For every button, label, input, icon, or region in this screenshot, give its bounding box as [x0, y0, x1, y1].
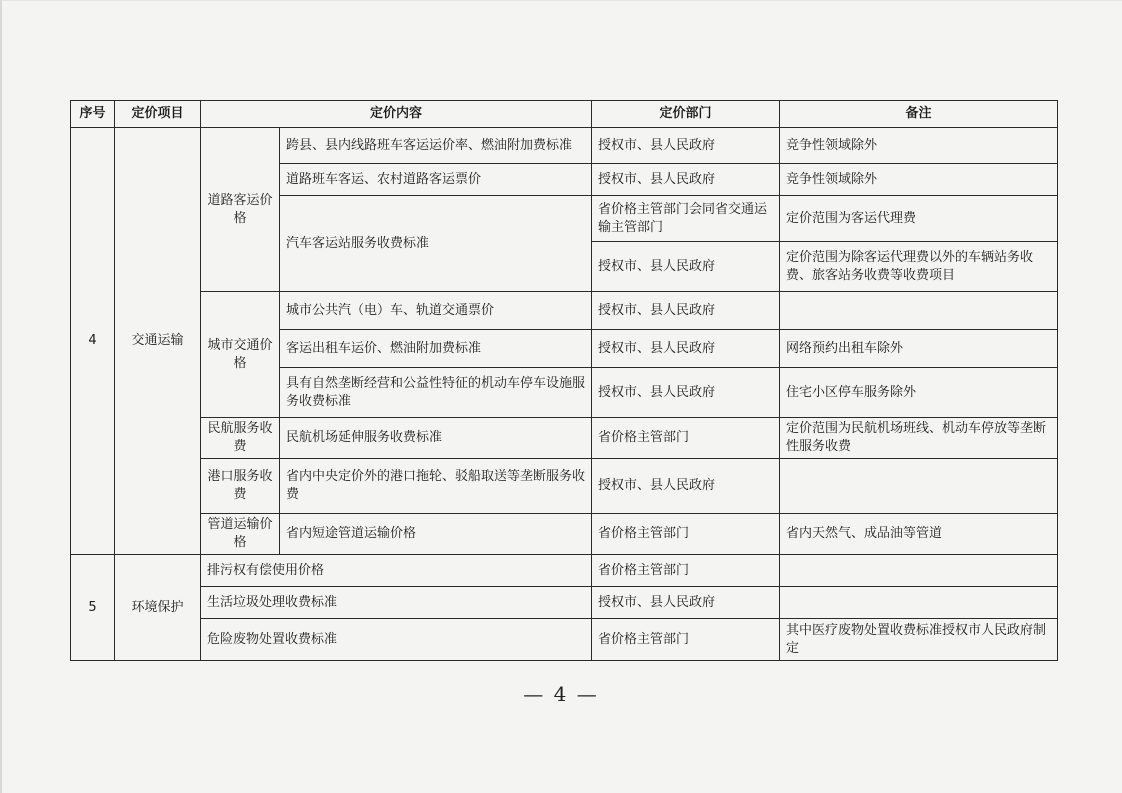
table-row [71, 292, 1058, 330]
content-cell: 道路班车客运、农村道路客运票价 [280, 164, 592, 196]
note-cell: 其中医疗废物处置收费标准授权市人民政府制定 [780, 619, 1058, 661]
table-row [71, 459, 1058, 514]
pricing-table [70, 100, 1058, 661]
note-cell: 定价范围为民航机场班线、机动车停放等垄断性服务收费 [780, 418, 1058, 459]
content-cell: 城市公共汽（电）车、轨道交通票价 [280, 292, 592, 330]
dept-cell: 授权市、县人民政府 [592, 330, 780, 368]
content-cell: 汽车客运站服务收费标准 [280, 196, 592, 292]
dept-cell: 授权市、县人民政府 [592, 587, 780, 619]
seq-env: 5 [71, 555, 115, 661]
content-cell: 省内中央定价外的港口拖轮、驳船取送等垄断服务收费 [280, 459, 592, 514]
note-cell [780, 292, 1058, 330]
dept-cell: 授权市、县人民政府 [592, 459, 780, 514]
table-row [71, 128, 1058, 164]
dept-cell: 授权市、县人民政府 [592, 292, 780, 330]
header-content: 定价内容 [201, 101, 592, 128]
dept-cell: 省价格主管部门 [592, 555, 780, 587]
table-row [71, 587, 1058, 619]
content-cell: 跨县、县内线路班车客运运价率、燃油附加费标准 [280, 128, 592, 164]
content-cell: 客运出租车运价、燃油附加费标准 [280, 330, 592, 368]
page-number: — 4 — [523, 682, 599, 706]
note-cell [780, 555, 1058, 587]
content-cell: 具有自然垄断经营和公益性特征的机动车停车设施服务收费标准 [280, 368, 592, 418]
note-cell: 竞争性领域除外 [780, 128, 1058, 164]
header-note: 备注 [780, 101, 1058, 128]
table-header-row [71, 101, 1058, 128]
dept-cell: 省价格主管部门 [592, 418, 780, 459]
content-cell: 排污权有偿使用价格 [201, 555, 592, 587]
note-cell [780, 459, 1058, 514]
group-city: 城市交通价格 [201, 292, 280, 418]
content-cell: 省内短途管道运输价格 [280, 514, 592, 555]
group-road: 道路客运价格 [201, 128, 280, 292]
note-cell: 住宅小区停车服务除外 [780, 368, 1058, 418]
group-air: 民航服务收费 [201, 418, 280, 459]
content-cell: 危险废物处置收费标准 [201, 619, 592, 661]
group-pipe: 管道运输价格 [201, 514, 280, 555]
dept-cell: 省价格主管部门会同省交通运输主管部门 [592, 196, 780, 242]
note-cell: 网络预约出租车除外 [780, 330, 1058, 368]
header-seq: 序号 [71, 101, 115, 128]
dept-cell: 授权市、县人民政府 [592, 242, 780, 292]
note-cell [780, 587, 1058, 619]
note-cell: 定价范围为除客运代理费以外的车辆站务收费、旅客站务收费等收费项目 [780, 242, 1058, 292]
dept-cell: 授权市、县人民政府 [592, 368, 780, 418]
table-row [71, 619, 1058, 661]
note-cell: 省内天然气、成品油等管道 [780, 514, 1058, 555]
dept-cell: 授权市、县人民政府 [592, 128, 780, 164]
dept-cell: 授权市、县人民政府 [592, 164, 780, 196]
header-dept: 定价部门 [592, 101, 780, 128]
table-row [71, 418, 1058, 459]
project-env: 环境保护 [115, 555, 201, 661]
project-transport: 交通运输 [115, 128, 201, 555]
seq-transport: 4 [71, 128, 115, 555]
note-cell: 定价范围为客运代理费 [780, 196, 1058, 242]
dept-cell: 省价格主管部门 [592, 619, 780, 661]
dept-cell: 省价格主管部门 [592, 514, 780, 555]
content-cell: 民航机场延伸服务收费标准 [280, 418, 592, 459]
group-port: 港口服务收费 [201, 459, 280, 514]
table-row [71, 514, 1058, 555]
table-row [71, 555, 1058, 587]
note-cell: 竞争性领域除外 [780, 164, 1058, 196]
content-cell: 生活垃圾处理收费标准 [201, 587, 592, 619]
header-project: 定价项目 [115, 101, 201, 128]
